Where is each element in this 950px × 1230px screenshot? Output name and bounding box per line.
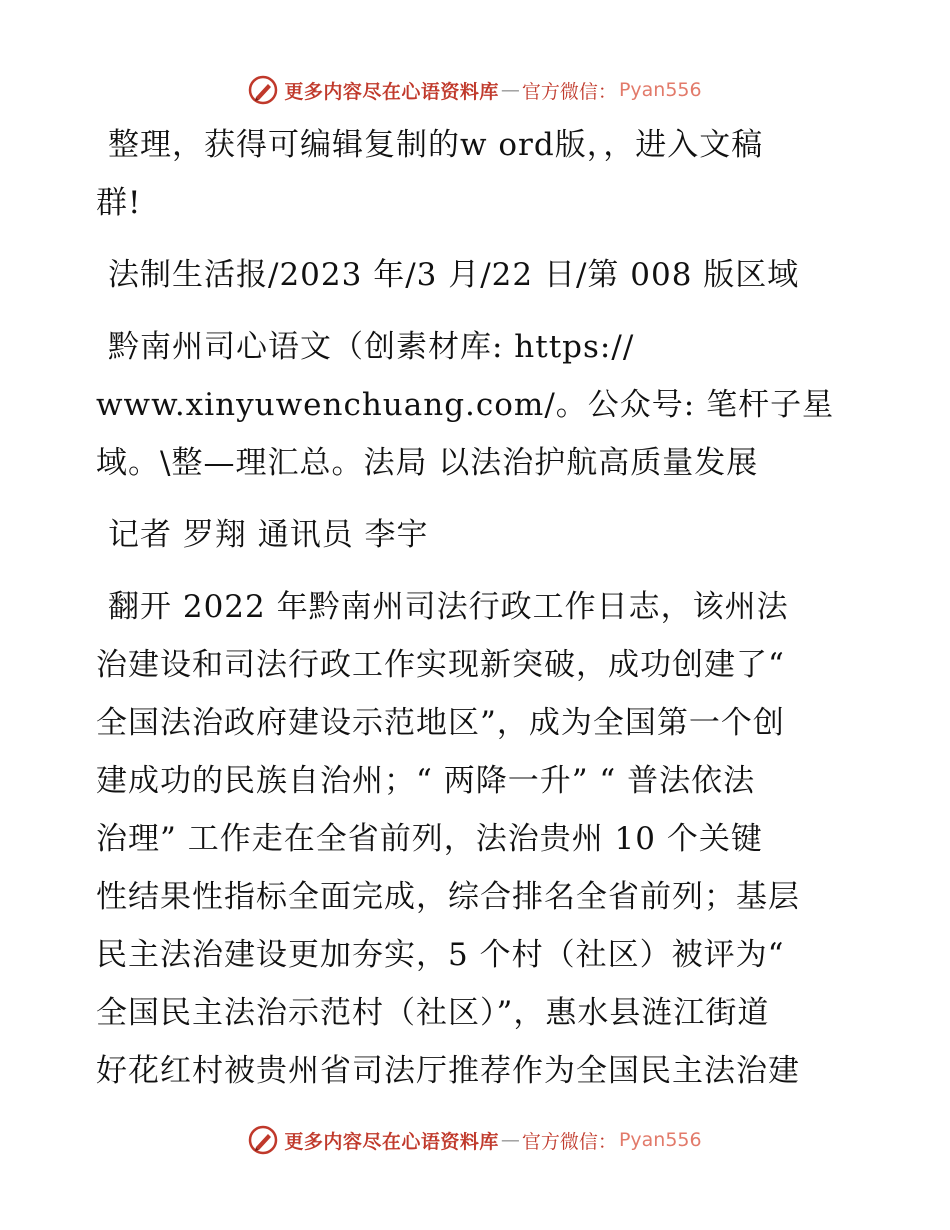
source-line: 法制生活报/2023 年/3 月/22 日/第 008 版区域 xyxy=(108,257,800,293)
title-line: www.xinyuwenchuang.com/。公众号: 笔杆子星 xyxy=(96,387,835,423)
footer-banner xyxy=(0,1120,950,1160)
banner-title: 更多内容尽在心语资料库 xyxy=(284,80,499,103)
paragraph-line: 治建设和司法行政工作实现新突破，成功创建了“ xyxy=(96,647,785,683)
byline: 记者 罗翔 通讯员 李宇 xyxy=(108,517,429,553)
intro-line: 群! xyxy=(96,185,142,221)
pen-logo-icon xyxy=(248,75,278,105)
document-body xyxy=(96,116,856,1100)
banner-official-label: 官方微信： xyxy=(521,80,617,103)
paragraph-line: 治理” 工作走在全省前列，法治贵州 10 个关键 xyxy=(96,821,763,857)
paragraph-line: 全国民主法治示范村（社区）”，惠水县涟江街道 xyxy=(96,995,770,1031)
banner-separator: — xyxy=(500,1129,520,1151)
banner-official-label: 官方微信： xyxy=(521,1130,617,1153)
banner-separator: — xyxy=(500,79,520,101)
banner-title: 更多内容尽在心语资料库 xyxy=(284,1130,499,1153)
paragraph-line: 性结果性指标全面完成，综合排名全省前列；基层 xyxy=(96,879,800,915)
intro-line: 整理，获得可编辑复制的w ord版，，进入文稿 xyxy=(108,127,764,163)
title-line: 黔南州司心语文（创素材库: https:// xyxy=(108,329,635,365)
banner-wechat-id: Pyan556 xyxy=(618,1129,702,1151)
paragraph-line: 民主法治建设更加夯实，5 个村（社区）被评为“ xyxy=(96,937,785,973)
pen-logo-icon xyxy=(248,1125,278,1155)
paragraph-line: 翻开 2022 年黔南州司法行政工作日志，该州法 xyxy=(108,589,789,625)
title-line: 域。\整—理汇总。法局 以法治护航高质量发展 xyxy=(96,445,759,481)
paragraph-line: 建成功的民族自治州；“ 两降一升” “ 普法依法 xyxy=(96,763,756,799)
paragraph-line: 好花红村被贵州省司法厅推荐作为全国民主法治建 xyxy=(96,1053,800,1089)
paragraph-line: 全国法治政府建设示范地区”，成为全国第一个创 xyxy=(96,705,785,741)
banner-wechat-id: Pyan556 xyxy=(618,79,702,101)
header-banner xyxy=(0,70,950,110)
